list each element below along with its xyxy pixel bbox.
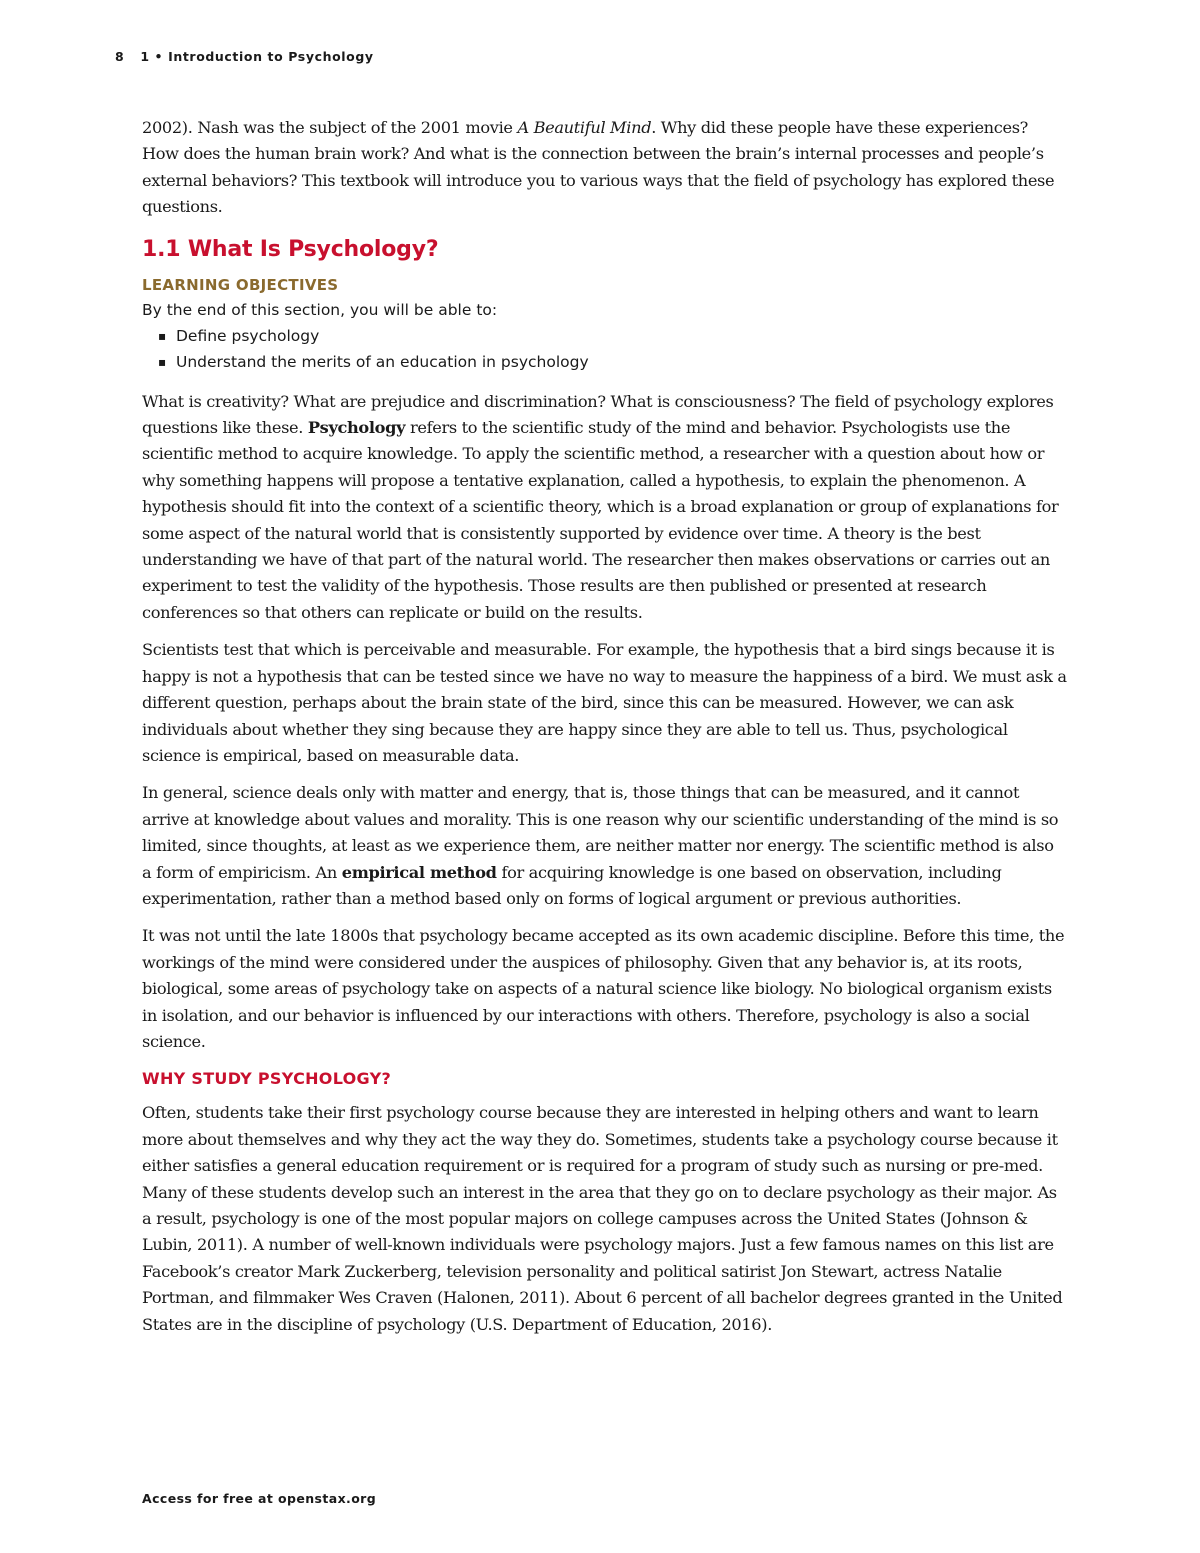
why-study-heading: WHY STUDY PSYCHOLOGY? bbox=[142, 1069, 392, 1089]
page-content bbox=[142, 115, 1067, 1349]
intro-paragraph bbox=[142, 115, 1067, 221]
section-title: 1.1 What Is Psychology? bbox=[142, 236, 439, 262]
intro-text-end: . Why did these people have these experiences? How does the human brain work? And what is the connection between the brain’s internal processes and people’s external behaviors? This textbook will introduce you to various ways that the field of psychology has explored these questions. bbox=[142, 118, 1055, 217]
paragraph-text: for acquiring knowledge is one based on observation, including experimentation, rather than a method based only on forms of logical argument or previous authorities. bbox=[142, 862, 1002, 908]
paragraph-history: It was not until the late 1800s that psychology became accepted as its own academic discipline. Before this time, the workings of the mind were considered under the auspices of philosophy. Given that any behavior is, at its roots, biological, some areas of psychology take on aspects of a natural science like biology. No biological organism exists in isolation, and our behavior is influenced by our interactions with others. Therefore, psychology is also a social science. bbox=[142, 926, 1065, 1051]
movie-title: A Beautiful Mind bbox=[517, 118, 652, 137]
paragraph-text: What is creativity? What are prejudice and discrimination? What is consciousness? The field of psychology explores questions like these. bbox=[142, 391, 1054, 438]
list-item bbox=[158, 349, 1067, 376]
key-term-psychology: Psychology bbox=[307, 418, 406, 438]
paragraph-text: In general, science deals only with matter and energy, that is, those things that can be measured, and it cannot arrive at knowledge about values and morality. This is one reason why our scientific understanding of the mind is so limited, since thoughts, at least as we experience them, are neither matter nor energy. The scientific method is also a form of empiricism. An bbox=[142, 783, 1059, 882]
running-header bbox=[115, 49, 374, 64]
learning-objectives-list bbox=[142, 323, 1067, 376]
bullet-icon: ▪ bbox=[158, 328, 167, 343]
paragraph-empiricism bbox=[142, 780, 1067, 912]
paragraph-why-study: Often, students take their first psychology course because they are interested in helping others and want to learn more about themselves and why they act the way they do. Sometimes, students take a psychology course because it either satisfies a general education requirement or is required for a program of study such as nursing or pre-med. Many of these students develop such an interest in the area that they go on to declare psychology as their major. As a result, psychology is one of the most popular majors on college campuses across the United States (Johnson & Lubin, 2011). A number of well-known individuals were psychology majors. Just a few famous names on this list are Facebook’s creator Mark Zuckerberg, television personality and political satirist Jon Stewart, actress Natalie Portman, and filmmaker Wes Craven (Halonen, 2011). About 6 percent of all bachelor degrees granted in the United States are in the discipline of psychology (U.S. Department of Education, 2016). bbox=[142, 1103, 1063, 1334]
learning-objectives-heading: LEARNING OBJECTIVES bbox=[142, 275, 339, 294]
bullet-icon: ▪ bbox=[158, 355, 167, 370]
footer-access-link[interactable]: Access for free at openstax.org bbox=[142, 1491, 377, 1506]
list-item-text: Define psychology bbox=[176, 326, 320, 345]
learning-objectives-intro: By the end of this section, you will be able to: bbox=[142, 300, 498, 319]
chapter-title: 1 • Introduction to Psychology bbox=[140, 49, 374, 64]
paragraph-text: refers to the scientific study of the mind and behavior. Psychologists use the scientific method to acquire knowledge. To apply the scientific method, a researcher with a question about how or why something happens will propose a tentative explanation, called a hypothesis, to explain the phenomenon. A hypothesis should fit into the context of a scientific theory, which is a broad explanation or group of explanations for some aspect of the natural world that is consistently supported by evidence over time. A theory is the best understanding we have of that part of the natural world. The researcher then makes observations or carries out an experiment to test the validity of the hypothesis. Those results are then published or presented at research conferences so that others can replicate or build on the results. bbox=[142, 418, 1059, 622]
list-item bbox=[158, 323, 1067, 350]
page-number: 8 bbox=[115, 49, 125, 64]
list-item-text: Understand the merits of an education in psychology bbox=[176, 353, 589, 372]
intro-text-start: 2002). Nash was the subject of the 2001 movie bbox=[142, 118, 518, 137]
paragraph-scientists: Scientists test that which is perceivable and measurable. For example, the hypothesis that a bird sings because it is happy is not a hypothesis that can be tested since we have no way to measure the happiness of a bird. We must ask a different question, perhaps about the brain state of the bird, since this can be measured. However, we can ask individuals about whether they sing because they are happy since they are able to tell us. Thus, psychological science is empirical, based on measurable data. bbox=[142, 640, 1067, 765]
paragraph-definition bbox=[142, 389, 1067, 627]
key-term-empirical-method: empirical method bbox=[341, 862, 497, 882]
